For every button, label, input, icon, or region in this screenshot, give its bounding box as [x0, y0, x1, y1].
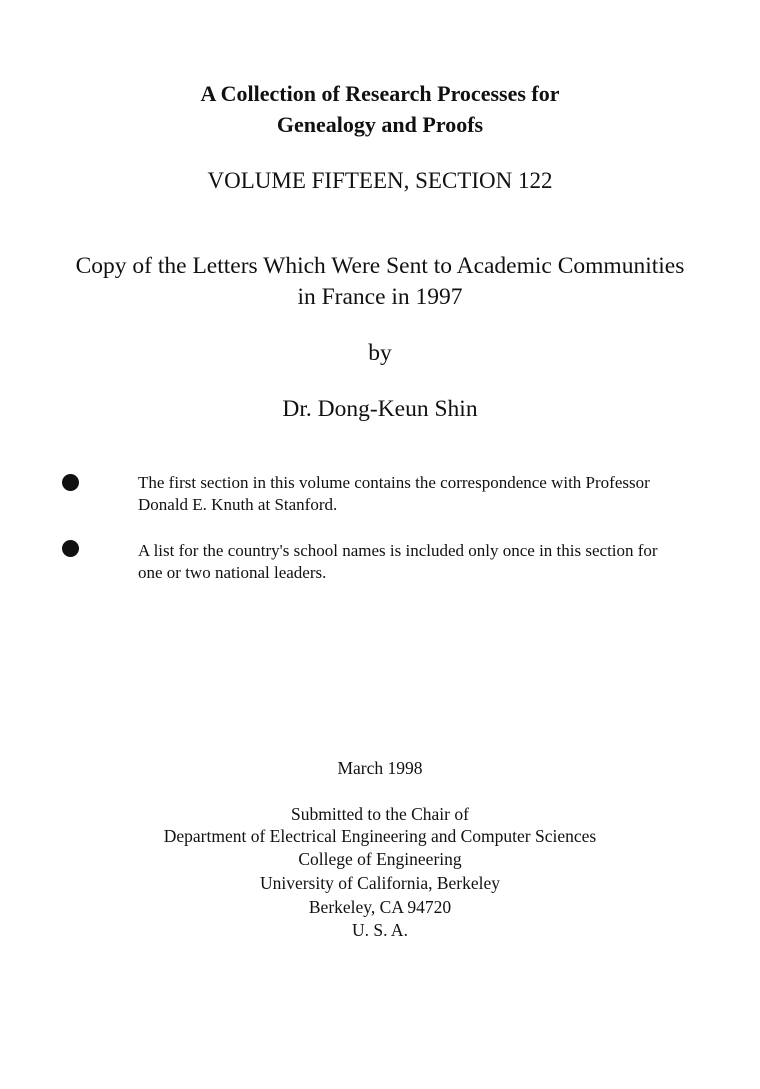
bullet-item-1-line-2: Donald E. Knuth at Stanford.: [138, 495, 338, 514]
volume-section-heading: VOLUME FIFTEEN, SECTION 122: [207, 168, 553, 193]
bullet-item-1-line-1: The first section in this volume contains the correspondence with Professor: [138, 473, 650, 492]
bullet-item-2-line-1: A list for the country's school names is included only once in this section for: [138, 541, 658, 560]
title-line-1: A Collection of Research Processes for: [200, 81, 560, 106]
title-line-2: Genealogy and Proofs: [276, 112, 484, 137]
author-name: Dr. Dong-Keun Shin: [282, 396, 478, 422]
submission-university: University of California, Berkeley: [259, 873, 501, 893]
date: March 1998: [337, 758, 423, 778]
submission-country: U. S. A.: [352, 920, 408, 940]
bullet-item-2-line-2: one or two national leaders.: [138, 563, 327, 582]
submission-line: Submitted to the Chair of: [291, 804, 469, 824]
submission-college: College of Engineering: [298, 849, 462, 869]
bullet-item-2: [138, 540, 728, 584]
subtitle-line-2: in France in 1997: [297, 284, 463, 310]
submission-department: Department of Electrical Engineering and Computer Sciences: [163, 826, 597, 846]
by-label: by: [368, 340, 392, 366]
bullet-icon: [62, 540, 79, 557]
submission-city: Berkeley, CA 94720: [308, 897, 452, 917]
subtitle-line-1: Copy of the Letters Which Were Sent to Academic Communities: [75, 253, 685, 279]
bullet-icon: [62, 474, 79, 491]
bullet-item-1: [138, 472, 728, 516]
